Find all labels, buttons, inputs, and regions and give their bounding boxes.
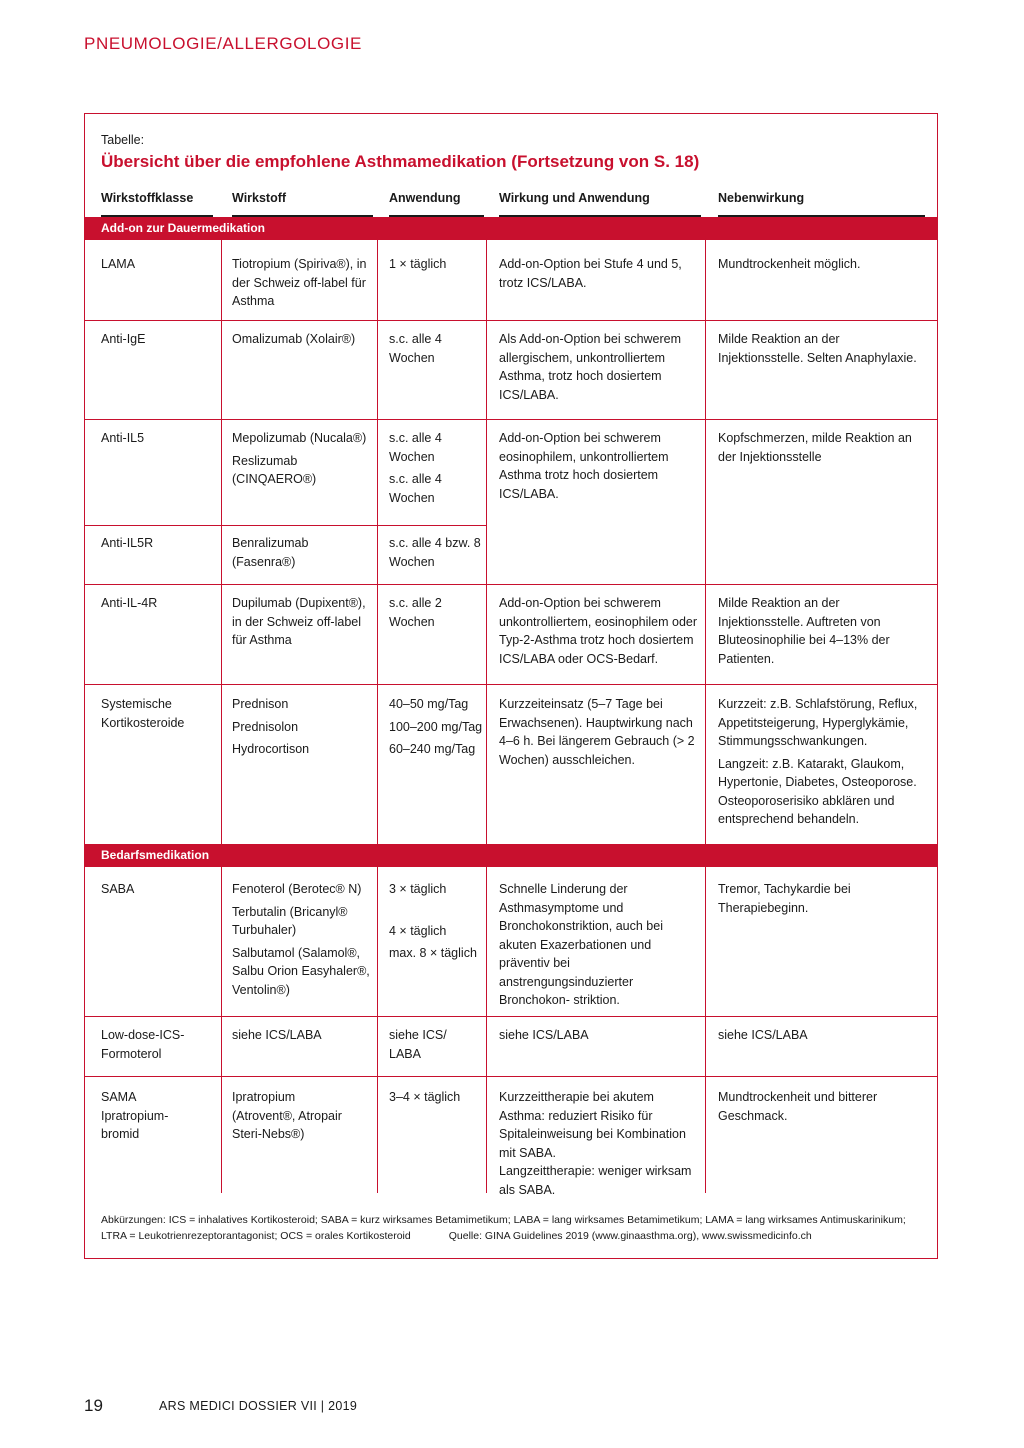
row-divider — [85, 1016, 937, 1017]
grid-line — [221, 240, 222, 844]
cell-klasse: Low-dose-ICS-Formoterol — [101, 1028, 185, 1061]
row-divider — [85, 525, 486, 526]
anwendung-hydrocortison: 60–240 mg/Tag — [389, 742, 476, 756]
cell-anwendung: s.c. alle 2 Wochen — [389, 596, 442, 629]
cell-nebenwirkung: Milde Reaktion an der Injektionsstelle. Auftreten von Bluteosinophilie bei 4–13% der Patienten. — [718, 596, 890, 666]
wirkstoff-mepolizumab: Mepolizumab (Nucala®) — [232, 431, 367, 445]
anwendung-mepolizumab: s.c. alle 4 Wochen — [389, 431, 442, 464]
cell-nebenwirkung: siehe ICS/LABA — [718, 1028, 808, 1042]
table-footnote — [101, 1213, 927, 1244]
section-bar-bedarf-label: Bedarfsmedikation — [101, 848, 210, 862]
cell-nebenwirkung — [718, 695, 930, 829]
source: Quelle: GINA Guidelines 2019 (www.ginaasthma.org), www.swissmedicinfo.ch — [448, 1229, 812, 1242]
section-header: PNEUMOLOGIE/ALLERGOLOGIE — [84, 34, 362, 53]
cell-anwendung: 1 × täglich — [389, 257, 447, 271]
cell-klasse: Anti-IL-4R — [101, 596, 158, 610]
page-number: 19 — [84, 1396, 103, 1415]
nebenwirkung-kurzzeit: Kurzzeit: z.B. Schlafstörung, Reflux, Appetitsteigerung, Hyperglykämie, Stimmungsschwankungen. — [718, 697, 918, 748]
header-wirkung: Wirkung und Anwendung — [499, 191, 650, 205]
wirkung-langzeit: Langzeittherapie: weniger wirksam als SABA. — [499, 1164, 692, 1197]
wirkstoff-fenoterol: Fenoterol (Berotec® N) — [232, 882, 362, 896]
anwendung-terbutalin: 4 × täglich — [389, 923, 447, 938]
cell-anwendung: siehe ICS/ LABA — [389, 1028, 447, 1061]
anwendung-prednisolon: 100–200 mg/Tag — [389, 719, 483, 734]
cell-nebenwirkung: Milde Reaktion an der Injektionsstelle. Selten Anaphylaxie. — [718, 332, 917, 365]
cell-nebenwirkung: Kopfschmerzen, milde Reaktion an der Injektionsstelle — [718, 431, 912, 464]
cell-wirkstoff: Omalizumab (Xolair®) — [232, 332, 356, 346]
cell-anwendung — [389, 880, 479, 963]
anwendung-fenoterol: 3 × täglich — [389, 882, 447, 896]
cell-wirkung: Add-on-Option bei schwerem eosinophilem, unkontrolliertem Asthma trotz hoch dosiertem ICS/LABA. — [499, 431, 669, 501]
row-divider — [85, 320, 937, 321]
cell-wirkstoff — [232, 695, 372, 759]
journal-name: ARS MEDICI DOSSIER VII | 2019 — [159, 1399, 358, 1413]
cell-klasse: Anti-IL5 — [101, 431, 145, 445]
cell-klasse: Anti-IL5R — [101, 536, 154, 550]
wirkstoff-terbutalin: Terbutalin (Bricanyl® Turbuhaler) — [232, 904, 348, 937]
cell-wirkstoff: Ipratropium (Atrovent®, Atropair Steri-Nebs®) — [232, 1090, 342, 1141]
cell-wirkstoff: Tiotropium (Spiriva®), in der Schweiz off-label für Asthma — [232, 257, 367, 308]
grid-line — [221, 867, 222, 1193]
nebenwirkung-langzeit: Langzeit: z.B. Katarakt, Glaukom, Hypertonie, Diabetes, Osteoporose. Osteoporoserisiko abklären und entsprechend behandeln. — [718, 756, 917, 826]
abbreviations: Abkürzungen: ICS = inhalatives Kortikosteroid; SABA = kurz wirksames Betamimetikum; LABA = lang wirksames Betamimetikum; LAMA = lang wirksames Antimuskarinikum; LTRA = Leukotrienrezeptorantagonist; OCS = orales Kortikosteroid — [101, 1214, 906, 1242]
cell-wirkstoff: Dupilumab (Dupixent®), in der Schweiz off-label für Asthma — [232, 596, 366, 647]
cell-anwendung — [389, 695, 485, 759]
wirkung-kurzzeit: Kurzzeittherapie bei akutem Asthma: reduziert Risiko für Spitaleinweisung bei Kombination mit SABA. — [499, 1090, 686, 1160]
cell-nebenwirkung: Tremor, Tachykardie bei Therapiebeginn. — [718, 882, 851, 915]
row-divider — [85, 419, 937, 420]
cell-wirkstoff: siehe ICS/LABA — [232, 1028, 322, 1042]
grid-line — [486, 867, 487, 1193]
cell-anwendung: s.c. alle 4 Wochen — [389, 332, 442, 365]
table-title: Übersicht über die empfohlene Asthmamedikation (Fortsetzung von S. 18) — [101, 152, 700, 171]
row-divider — [85, 1076, 937, 1077]
anwendung-reslizumab: s.c. alle 4 Wochen — [389, 472, 442, 505]
cell-klasse: Anti-IgE — [101, 332, 146, 346]
grid-line — [705, 240, 706, 844]
grid-line — [705, 867, 706, 1193]
header-wirkstoff: Wirkstoff — [232, 191, 287, 205]
grid-line — [377, 240, 378, 844]
anwendung-prednison: 40–50 mg/Tag — [389, 697, 469, 711]
cell-wirkung: Add-on-Option bei schwerem unkontrolliertem, eosinophilem oder Typ-2-Asthma trotz hoch dosiertem ICS/LABA oder OCS-Bedarf. — [499, 596, 698, 666]
cell-klasse: LAMA — [101, 257, 136, 271]
section-bar-add-on-label: Add-on zur Dauermedikation — [101, 221, 266, 235]
cell-klasse: SABA — [101, 882, 135, 896]
cell-nebenwirkung: Mundtrockenheit und bitterer Geschmack. — [718, 1090, 878, 1123]
cell-wirkung: Als Add-on-Option bei schwerem allergischem, unkontrolliertem Asthma, trotz hoch dosiertem ICS/LABA. — [499, 332, 682, 402]
header-wirkstoffklasse: Wirkstoffklasse — [101, 191, 194, 205]
wirkstoff-hydrocortison: Hydrocortison — [232, 742, 310, 756]
cell-anwendung — [389, 429, 475, 507]
cell-wirkung — [499, 1088, 699, 1199]
wirkstoff-prednison: Prednison — [232, 697, 289, 711]
cell-wirkung: siehe ICS/LABA — [499, 1028, 589, 1042]
cell-wirkung: Add-on-Option bei Stufe 4 und 5, trotz ICS/LABA. — [499, 257, 682, 290]
wirkstoff-salbutamol: Salbutamol (Salamol®, Salbu Orion Easyhaler®, Ventolin®) — [232, 945, 370, 997]
cell-klasse: SAMA Ipratropium-bromid — [101, 1090, 169, 1141]
cell-wirkstoff — [232, 429, 372, 489]
anwendung-salbutamol: max. 8 × täglich — [389, 946, 477, 960]
wirkstoff-prednisolon: Prednisolon — [232, 719, 299, 734]
grid-line — [377, 867, 378, 1193]
wirkstoff-reslizumab: Reslizumab (CINQAERO®) — [232, 453, 317, 486]
cell-wirkung: Kurzzeiteinsatz (5–7 Tage bei Erwachsenen). Hauptwirkung nach 4–6 h. Bei längerem Gebrauch (> 2 Wochen) ausschleichen. — [499, 697, 695, 767]
row-divider — [85, 584, 937, 585]
cell-nebenwirkung: Mundtrockenheit möglich. — [718, 257, 861, 271]
cell-klasse: Systemische Kortikosteroide — [101, 697, 185, 730]
row-divider — [85, 684, 937, 685]
header-anwendung: Anwendung — [389, 191, 461, 205]
cell-wirkstoff: Benralizumab (Fasenra®) — [232, 536, 309, 569]
cell-anwendung: s.c. alle 4 bzw. 8 Wochen — [389, 536, 481, 569]
grid-line — [486, 240, 487, 844]
cell-wirkstoff — [232, 880, 372, 999]
cell-wirkung: Schnelle Linderung der Asthmasymptome und Bronchokonstriktion, auch bei akuten Exazerbationen und präventiv bei anstrengungsinduzierter Bronchokon- striktion. — [499, 882, 663, 1007]
header-nebenwirkung: Nebenwirkung — [718, 191, 805, 205]
section-bar-bedarf — [85, 844, 937, 867]
table-label: Tabelle: — [101, 133, 145, 147]
cell-anwendung: 3–4 × täglich — [389, 1090, 461, 1104]
